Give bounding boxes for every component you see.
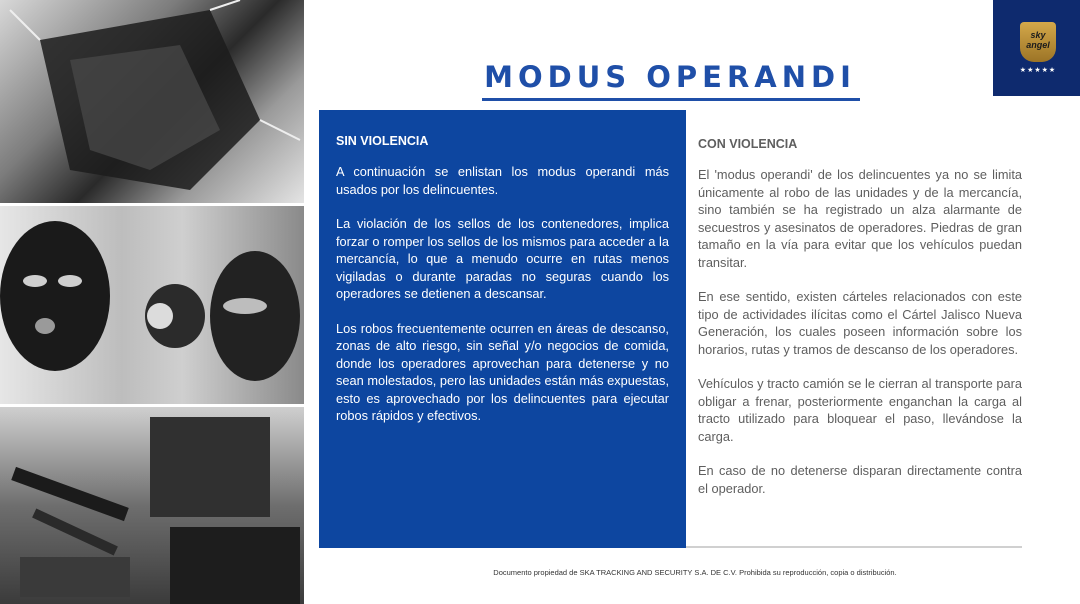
masked-robbers-illustration — [0, 206, 304, 404]
con-violencia-panel — [686, 110, 1022, 548]
broken-glass-photo — [0, 0, 304, 203]
logo-line-1: sky — [1030, 30, 1046, 40]
logo-stars: ★★★★★ — [1019, 67, 1057, 74]
masked-robbers-photo — [0, 206, 304, 404]
con-violencia-paragraph: Vehículos y tracto camión se le cierran al transporte para obligar a frenar, posteriormente enganchan la carga al tracto utilizado para bloquear el paso, llevándose la carga. — [698, 376, 1022, 444]
broken-glass-illustration — [0, 0, 304, 203]
sin-violencia-paragraph: Los robos frecuentemente ocurren en áreas de descanso, zonas de alto riesgo, sin señal y/o negocios de comida, donde los operadores aprovechan para detenerse y no sean molestados, pero las unidades están más expuestas, esto es aprovechado por los delincuentes para ejecutar robos rápidos y efectivos. — [336, 320, 669, 423]
con-violencia-paragraph: En ese sentido, existen cárteles relacionados con este tipo de actividades ilícitas como el Cártel Jalisco Nueva Generación, los cuales poseen información sobre los horarios, rutas y tramos de descanso de los operadores. — [698, 289, 1022, 357]
page-title: MODUS OPERANDI — [484, 60, 856, 94]
seized-weapons-illustration — [0, 407, 304, 604]
sin-violencia-heading: SIN VIOLENCIA — [336, 134, 429, 148]
sin-violencia-panel — [319, 110, 686, 548]
sin-violencia-paragraph: La violación de los sellos de los contenedores, implica forzar o romper los sellos de los mismos para acceder a la mercancía, lo que a menudo ocurre en rutas menos vigiladas o durante paradas no seguras cuando los operadores se detienen a descansar. — [336, 216, 669, 301]
con-violencia-paragraph: En caso de no detenerse disparan directamente contra el operador. — [698, 463, 1022, 496]
logo-wordmark — [993, 30, 1080, 50]
sin-violencia-paragraph: A continuación se enlistan los modus operandi más usados por los delincuentes. — [336, 164, 669, 197]
footer-disclaimer: Documento propiedad de SKA TRACKING AND SECURITY S.A. DE C.V. Prohibida su reproducción, copia o distribución. — [493, 568, 897, 577]
con-violencia-heading: CON VIOLENCIA — [698, 137, 798, 151]
seized-weapons-photo — [0, 407, 304, 604]
logo-line-2: angel — [1026, 40, 1050, 50]
title-underline — [482, 98, 860, 101]
sky-angel-logo — [993, 0, 1080, 96]
con-violencia-paragraph: El 'modus operandi' de los delincuentes ya no se limita únicamente al robo de las unidades y de la mercancía, sino también se ha registrado un alza alarmante de secuestros y asesinatos de operadores. Piedras de gran tamaño en la vía para evitar que los vehículos puedan transitar. — [698, 167, 1022, 270]
